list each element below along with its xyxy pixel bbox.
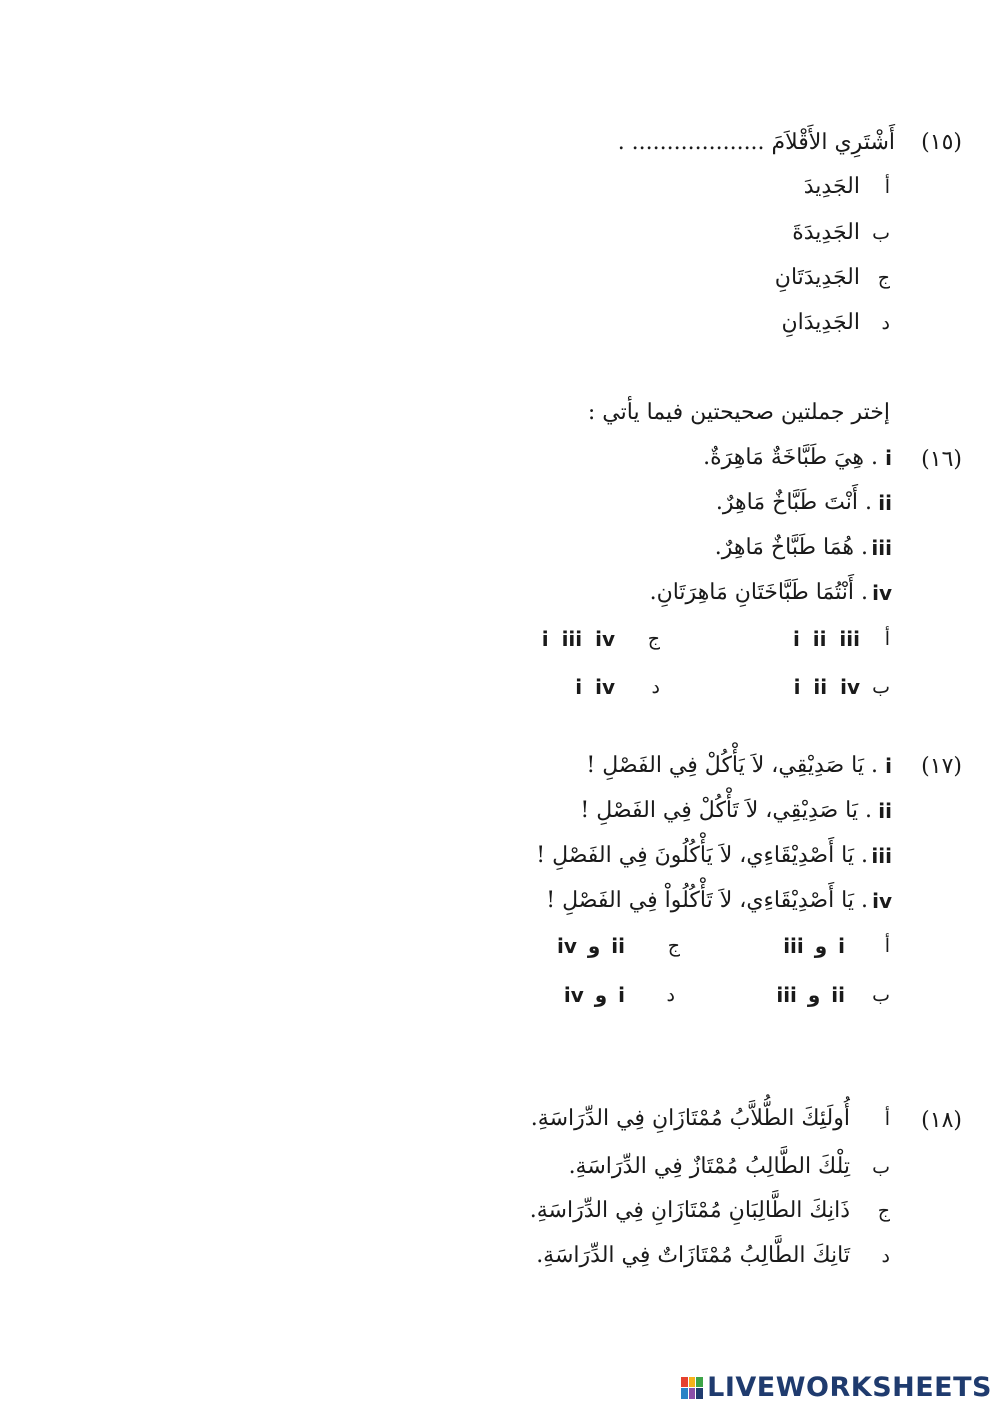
q17-choice-d-letter: د — [666, 984, 675, 1006]
q16-choice-a-letter: أ — [884, 628, 890, 650]
q17-number: (١٧) — [921, 754, 962, 779]
q15-option-d-text[interactable]: الجَدِيدَانِ — [781, 310, 860, 335]
q17-item-i-roman: i — [885, 754, 892, 778]
q17-choice-d-value[interactable]: i و iv — [563, 983, 625, 1007]
q16-item-ii-roman: ii — [878, 491, 892, 515]
q17-item-iii-roman: iii — [871, 844, 892, 868]
q18-number: (١٨) — [921, 1108, 962, 1133]
q15-option-b-letter: ب — [872, 222, 890, 244]
logo-tile — [681, 1388, 688, 1399]
q16-choice-a-value[interactable]: i ii iii — [792, 627, 860, 651]
q16-choice-b-letter: ب — [872, 676, 890, 698]
q16-choice-c-letter: ج — [647, 628, 660, 650]
q18-option-b-text[interactable]: تِلْكَ الطَّالِبُ مُمْتَازٌ فِي الدِّرَاسَةِ. — [568, 1154, 850, 1179]
logo-tile — [689, 1377, 696, 1388]
liveworksheets-logo-text: LIVEWORKSHEETS — [707, 1372, 992, 1403]
q15-option-a-letter: أ — [884, 176, 890, 198]
q17-item-iv-text: . يَا أَصْدِيْقَاءِي، لاَ تَأْكُلُواْ فِي الفَصْلِ ! — [546, 888, 868, 913]
q17-item-i-text: . يَا صَدِيْقِي، لاَ يَأْكُلْ فِي الفَصْلِ ! — [586, 753, 878, 778]
q17-choice-a-value[interactable]: i و iii — [783, 934, 845, 958]
q15-stem: أَشْتَرِي الأَقْلاَمَ ................... . — [617, 130, 895, 155]
logo-tile — [681, 1377, 688, 1388]
q17-choice-c-letter: ج — [667, 935, 680, 957]
q18-option-c-text[interactable]: ذَانِكَ الطَّالِبَانِ مُمْتَازَانِ فِي الدِّرَاسَةِ. — [529, 1198, 850, 1223]
q18-option-d-text[interactable]: تَانِكَ الطَّالِبُ مُمْتَازَاتٌ فِي الدِّرَاسَةِ. — [536, 1243, 850, 1268]
q16-item-iii-text: . هُمَا طَبَّاخٌ مَاهِرٌ. — [714, 535, 868, 560]
q16-item-iv-roman: iv — [872, 581, 892, 605]
q18-option-b-letter: ب — [872, 1156, 890, 1178]
q16-item-iii-roman: iii — [871, 536, 892, 560]
logo-tile — [696, 1388, 703, 1399]
q16-item-iv-text: . أَنْتُمَا طَبَّاخَتَانِ مَاهِرَتَانِ. — [649, 580, 868, 605]
q16-choice-b-value[interactable]: i ii iv — [793, 675, 860, 699]
q16-choice-d-letter: د — [651, 676, 660, 698]
q17-choice-b-value[interactable]: ii و iii — [776, 983, 845, 1007]
q17-item-ii-text: . يَا صَدِيْقِي، لاَ تَأْكُلْ فِي الفَصْلِ ! — [580, 798, 872, 823]
q16-item-i-roman: i — [885, 446, 892, 470]
q18-option-c-letter: ج — [877, 1200, 890, 1222]
liveworksheets-logo — [681, 1372, 992, 1403]
q15-number: (١٥) — [921, 130, 962, 155]
q16-number: (١٦) — [921, 447, 962, 472]
q15-option-c-letter: ج — [877, 267, 890, 289]
logo-tile — [689, 1388, 696, 1399]
q15-option-b-text[interactable]: الجَدِيدَةَ — [792, 220, 860, 245]
q18-option-a-text[interactable]: أُولَئِكَ الطُّلاَّبُ مُمْتَازَانِ فِي الدِّرَاسَةِ. — [530, 1106, 850, 1131]
q16-choice-c-value[interactable]: i iii iv — [541, 627, 615, 651]
q15-option-d-letter: د — [881, 312, 890, 334]
logo-tile — [696, 1377, 703, 1388]
q18-option-d-letter: د — [881, 1245, 890, 1267]
q17-choice-a-letter: أ — [884, 935, 890, 957]
q17-item-iii-text: . يَا أَصْدِيْقَاءِي، لاَ يَأْكُلُونَ فِي الفَصْلِ ! — [536, 843, 868, 868]
q16-choice-d-value[interactable]: i iv — [575, 675, 615, 699]
q15-option-a-text[interactable]: الجَدِيدَ — [803, 174, 860, 199]
q18-option-a-letter: أ — [884, 1108, 890, 1130]
q15-option-c-text[interactable]: الجَدِيدَتَانِ — [774, 265, 860, 290]
q17-item-iv-roman: iv — [872, 889, 892, 913]
q17-choice-b-letter: ب — [872, 984, 890, 1006]
q17-item-ii-roman: ii — [878, 799, 892, 823]
liveworksheets-logo-icon — [681, 1377, 703, 1399]
instruction-text: إختر جملتين صحيحتين فيما يأتي : — [587, 400, 890, 425]
q16-item-ii-text: . أَنْتَ طَبَّاخٌ مَاهِرٌ. — [715, 490, 872, 515]
q17-choice-c-value[interactable]: ii و iv — [557, 934, 625, 958]
q16-item-i-text: . هِيَ طَبَّاخَةٌ مَاهِرَةٌ. — [703, 445, 878, 470]
